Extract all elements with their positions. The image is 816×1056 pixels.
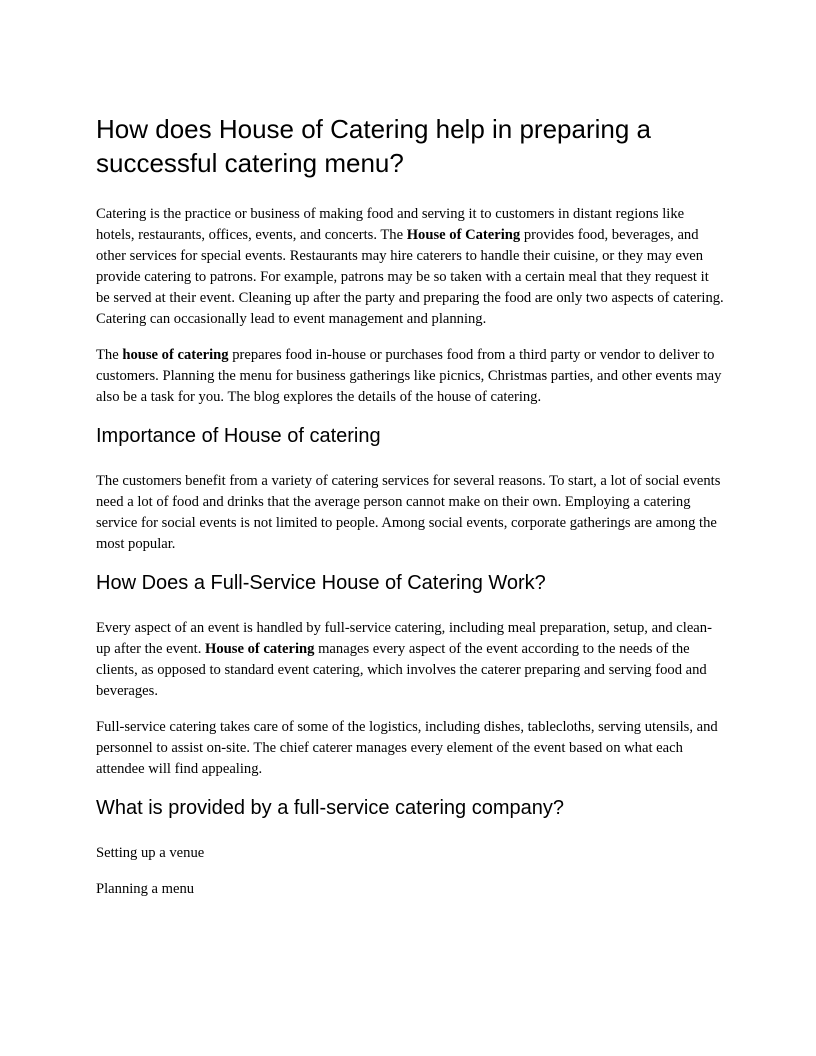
importance-paragraph: The customers benefit from a variety of catering services for several reasons. To start, a lot of social events need a lot of food and drinks that the average person cannot make on their own. Employing a catering service for social events is not limited to people. Among social events, corporate gatherings are among the most popular. xyxy=(96,473,721,552)
intro-paragraph-2 xyxy=(96,345,724,408)
document-page xyxy=(96,112,724,915)
intro-paragraph-1 xyxy=(96,204,724,330)
fs-p1-text-2: manages every aspect of the event according to the needs of the clients, as opposed to standard event catering, which involves the caterer preparing and serving food and beverages. xyxy=(96,641,707,699)
intro-p1-bold: House of Catering xyxy=(406,227,521,243)
intro-p2-bold: house of catering xyxy=(122,347,229,363)
page-title: How does House of Catering help in preparing a successful catering menu? xyxy=(96,114,652,178)
intro-p1-text-1: Catering is the practice or business of making food and serving it to customers in distant regions like hotels, restaurants, offices, events, and concerts. The xyxy=(96,206,685,243)
intro-p1-text-2: provides food, beverages, and other services for special events. Restaurants may hire caterers to handle their cuisine, or they may even provide catering to patrons. For example, patrons may be so taken with a certain meal that they request it be served at their event. Cleaning up after the party and preparing the food are only two aspects of catering. Catering can occasionally lead to event management and planning. xyxy=(96,227,724,327)
intro-p2-text-2: prepares food in-house or purchases food from a third party or vendor to deliver to customers. Planning the menu for business gatherings like picnics, Christmas parties, and other events may also be a task for you. The blog explores the details of the house of catering. xyxy=(96,347,722,405)
provided-item-venue: Setting up a venue xyxy=(96,845,205,861)
intro-p2-text-1: The xyxy=(96,347,123,363)
fs-p1-bold: House of catering xyxy=(205,641,315,657)
fs-p1-text-1: Every aspect of an event is handled by full-service catering, including meal preparation, setup, and clean-up after the event. xyxy=(96,620,712,657)
provided-heading: What is provided by a full-service catering company? xyxy=(96,797,564,819)
full-service-paragraph-2: Full-service catering takes care of some of the logistics, including dishes, tablecloths, serving utensils, and personnel to assist on-site. The chief caterer manages every element of the event based on what each attendee will find appealing. xyxy=(96,719,718,777)
importance-heading: Importance of House of catering xyxy=(96,425,381,447)
full-service-heading: How Does a Full-Service House of Catering Work? xyxy=(96,572,546,594)
provided-item-menu: Planning a menu xyxy=(96,881,195,897)
full-service-paragraph-1 xyxy=(96,618,724,702)
